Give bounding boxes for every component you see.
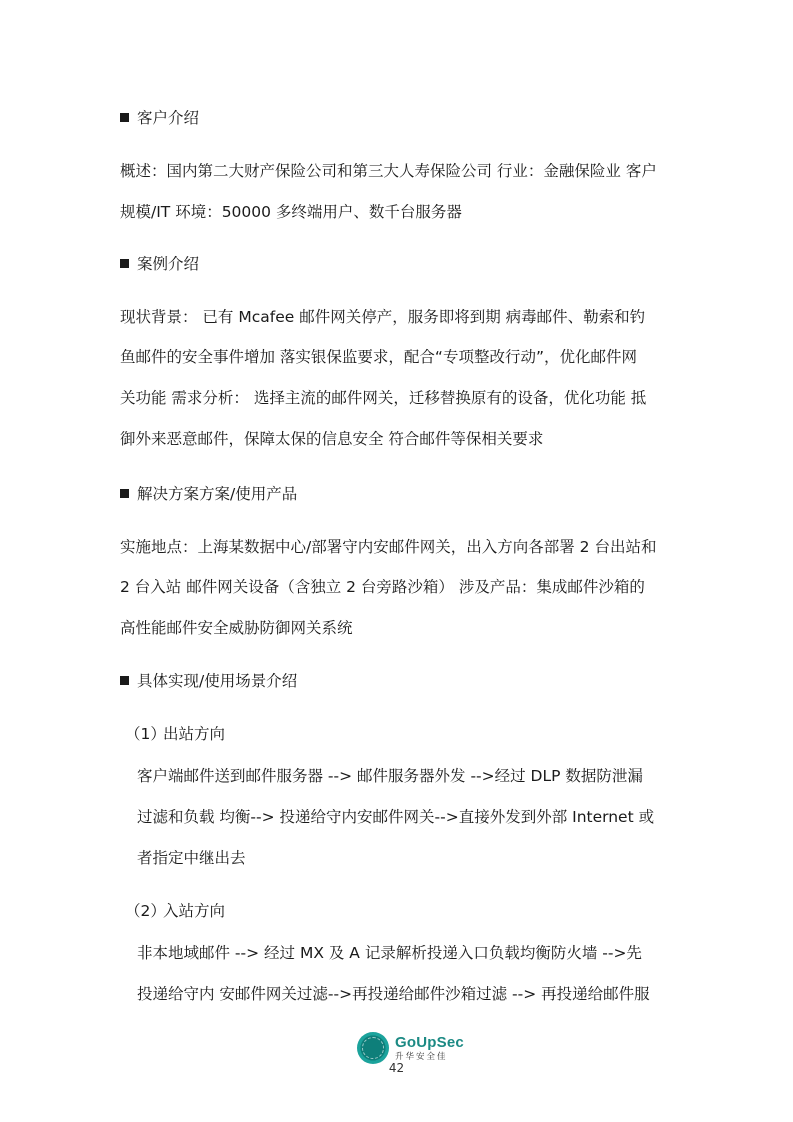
square-bullet-icon (120, 113, 129, 122)
page-number: 42 (388, 1061, 405, 1075)
paragraph-line: 客户端邮件送到邮件服务器 --> 邮件服务器外发 -->经过 DLP 数据防泄漏 (137, 767, 643, 785)
section-heading-text: 案例介绍 (137, 255, 200, 273)
paragraph-line: 规模/IT 环境：50000 多终端用户、数千台服务器 (120, 203, 462, 221)
subheading-number: （1） (125, 725, 166, 743)
paragraph-line: 关功能 需求分析： 选择主流的邮件网关，迁移替换原有的设备，优化功能 抵 (120, 389, 647, 407)
square-bullet-icon (120, 259, 129, 268)
logo-text (395, 1035, 464, 1062)
square-bullet-icon (120, 489, 129, 498)
subheading-title: 入站方向 (163, 902, 226, 920)
section-heading-scenario (120, 670, 297, 692)
paragraph-line: 过滤和负载 均衡--> 投递给守内安邮件网关-->直接外发到外部 Internet 或 (137, 808, 655, 826)
subheading-outbound (125, 723, 225, 745)
section-heading-solution (120, 483, 297, 505)
square-bullet-icon (120, 676, 129, 685)
paragraph-line: 高性能邮件安全威胁防御网关系统 (120, 619, 353, 637)
paragraph-line: 现状背景： 已有 Mcafee 邮件网关停产，服务即将到期 病毒邮件、勒索和钓 (120, 308, 646, 326)
logo-brand: GoUpSec (395, 1033, 464, 1051)
paragraph-line: 非本地域邮件 --> 经过 MX 及 A 记录解析投递入口负载均衡防火墙 -->先 (137, 944, 642, 962)
seal-icon (357, 1032, 389, 1064)
logo-subtitle: 升华安全佳 (395, 1051, 448, 1062)
paragraph-line: 2 台入站 邮件网关设备（含独立 2 台旁路沙箱） 涉及产品：集成邮件沙箱的 (120, 578, 645, 596)
paragraph-line: 投递给守内 安邮件网关过滤-->再投递给邮件沙箱过滤 --> 再投递给邮件服 (137, 985, 650, 1003)
section-heading-text: 解决方案方案/使用产品 (137, 485, 298, 503)
paragraph-line: 御外来恶意邮件，保障太保的信息安全 符合邮件等保相关要求 (120, 430, 544, 448)
paragraph-line: 概述：国内第二大财产保险公司和第三大人寿保险公司 行业：金融保险业 客户 (120, 162, 657, 180)
paragraph-line: 实施地点：上海某数据中心/部署守内安邮件网关，出入方向各部署 2 台出站和 (120, 538, 657, 556)
section-heading-case (120, 253, 199, 275)
subheading-title: 出站方向 (163, 725, 226, 743)
paragraph-line: 者指定中继出去 (137, 849, 246, 867)
section-heading-text: 客户介绍 (137, 109, 200, 127)
subheading-inbound (125, 900, 225, 922)
paragraph-line: 鱼邮件的安全事件增加 落实银保监要求，配合“专项整改行动”，优化邮件网 (120, 348, 637, 366)
section-heading-customer (120, 107, 199, 129)
subheading-number: （2） (125, 902, 166, 920)
footer-logo (357, 1031, 464, 1065)
section-heading-text: 具体实现/使用场景介绍 (137, 672, 298, 690)
